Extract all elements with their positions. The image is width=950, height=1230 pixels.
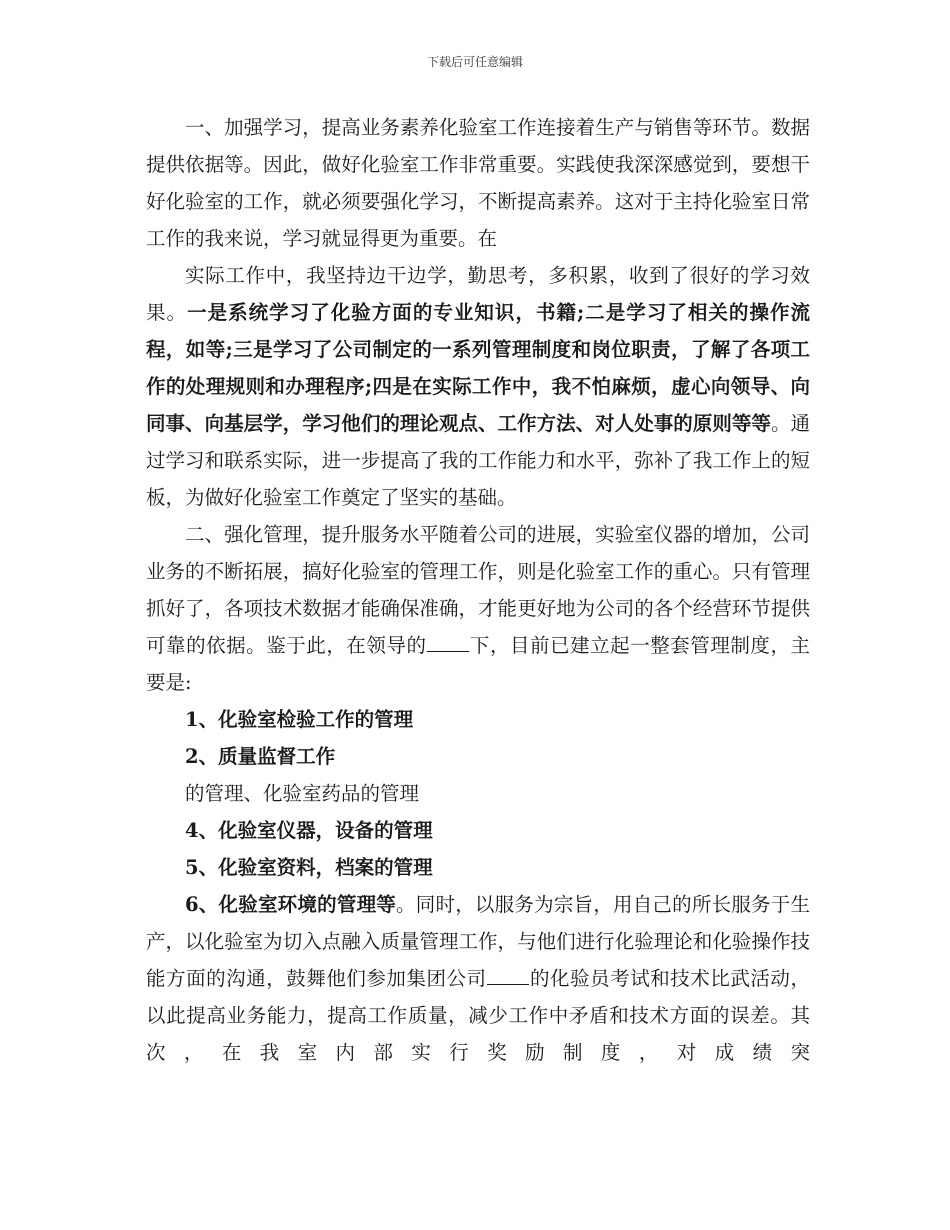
paragraph-service-a: 。同时，以服务为宗旨，用自己的所长服务于生产，以化验室为切入点融入质量管理工作，与他们进行化验理论和化验操作技能方面的沟通，鼓舞他们参加集团公司 xyxy=(146,893,810,990)
list-item-5: 5、化验室资料，档案的管理 xyxy=(185,856,433,879)
paragraph-management-a: 二、强化管理，提升服务水平随着公司的进展，实验室仪器的增加，公司业务的不断拓展，搞好化验室的管理工作，则是化验室工作的重心。只有管理抓好了，各项技术数据才能确保准确，才能更好地为公司的各个经营环节提供可靠的依据。鉴于此，在领导的 xyxy=(146,523,810,657)
paragraph-service-b: 的化验员考试和技术比武活动，以此提高业务能力，提高工作质量，减少工作中矛盾和技术方面的误差。其次，在我室内部实行奖励制度，对成绩突 xyxy=(146,967,810,1064)
paragraph-practice-intro: 实际工作中，我坚持边干边学，勤思考，多积累，收到了很好的学习效果。 xyxy=(146,264,810,324)
paragraph-practice-tail: 。通过学习和联系实际，进一步提高了我的工作能力和水平，弥补了我工作上的短板，为做好化验室工作奠定了坚实的基础。 xyxy=(146,412,810,509)
blank-line xyxy=(427,633,470,652)
page-header: 下载后可任意编辑 xyxy=(426,55,523,69)
list-item-6: 6、化验室环境的管理等 xyxy=(185,893,397,916)
paragraph-management-b: 下，目前已建立起一整套管理制度，主要是: xyxy=(146,634,810,694)
blank-line-2 xyxy=(487,966,530,985)
paragraph-study: 一、加强学习，提高业务素养化验室工作连接着生产与销售等环节。数据提供依据等。因此，做好化验室工作非常重要。实践使我深深感觉到，要想干好化验室的工作，就必须要强化学习，不断提高素养。这对于主持化验室日常工作的我来说，学习就显得更为重要。在 xyxy=(146,116,810,250)
list-item-3: 的管理、化验室药品的管理 xyxy=(185,782,420,805)
list-item-4: 4、化验室仪器，设备的管理 xyxy=(185,819,433,842)
paragraph-management xyxy=(146,516,810,701)
document-body xyxy=(146,109,810,1071)
paragraph-service xyxy=(146,886,810,1071)
list-item-1: 1、化验室检验工作的管理 xyxy=(185,708,414,731)
paragraph-practice xyxy=(146,257,810,516)
list-item-2: 2、质量监督工作 xyxy=(185,745,336,768)
paragraph-practice-bold: 一是系统学习了化验方面的专业知识，书籍;二是学习了相关的操作流程，如等;三是学习了公司制定的一系列管理制度和岗位职责，了解了各项工作的处理规则和办理程序;四是在实际工作中，我不怕麻烦，虚心向领导、向同事、向基层学，学习他们的理论观点、工作方法、对人处事的原则等等 xyxy=(146,301,810,435)
